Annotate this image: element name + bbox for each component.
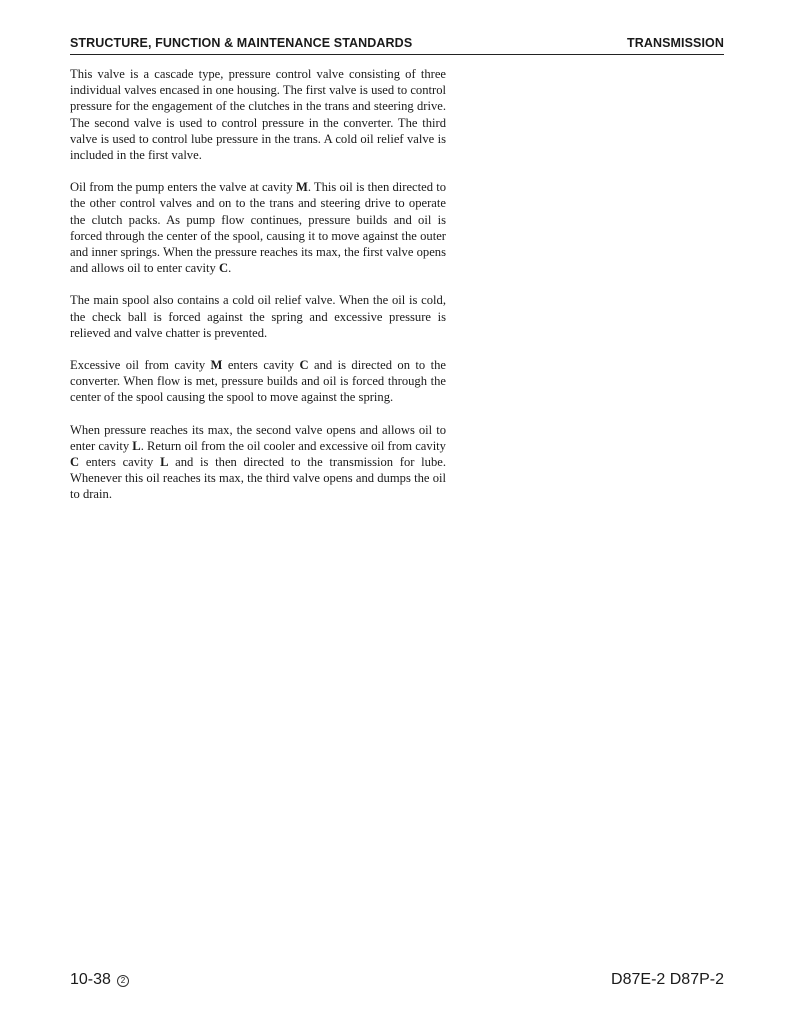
paragraph — [70, 292, 446, 341]
cavity-label: L — [160, 455, 169, 470]
text-run: enters cavity — [79, 455, 161, 470]
paragraph — [70, 66, 446, 163]
text-run: Oil from the pump enters the valve at cavity — [70, 180, 296, 195]
text-run: Excessive oil from cavity — [70, 358, 211, 373]
page-number: 10-38 — [70, 971, 111, 988]
page-header — [70, 34, 724, 55]
text-run: . — [228, 261, 232, 276]
header-chapter-title: TRANSMISSION — [626, 36, 724, 50]
text-run: . This oil is then directed to the other control valves and on to the trans and steering drive to operate the clutch packs. As pump flow continues, pressure builds and oil is forced through the center of the spool, causing it to move against the outer and inner springs. When the pressure reaches its max, the first valve opens and allows oil to enter cavity — [70, 180, 446, 276]
paragraph — [70, 422, 446, 503]
text-run: and is then directed to the transmission for lube. Whenever this oil reaches its max, the third valve opens and dumps the oil to drain. — [70, 455, 446, 502]
cavity-label: M — [295, 180, 308, 195]
text-run: . Return oil from the oil cooler and excessive oil from cavity — [140, 438, 446, 453]
page-number-block — [70, 971, 129, 989]
text-run: This valve is a cascade type, pressure control valve consisting of three individual valves encased in one housing. The first valve is used to control pressure for the engagement of the clutches in the trans and steering drive. The second valve is used to control pressure in the converter. The third valve is used to control lube pressure in the trans. A cold oil relief valve is included in the first valve. — [70, 67, 446, 163]
revision-circle-icon: 2 — [117, 975, 129, 987]
body-text — [70, 66, 446, 519]
cavity-label: C — [219, 261, 229, 276]
model-codes: D87E-2 D87P-2 — [611, 971, 724, 988]
text-run: The main spool also contains a cold oil relief valve. When the oil is cold, the check ball is forced against the spring and excessive pressure is relieved and valve chatter is prevented. — [70, 293, 446, 340]
cavity-label: L — [132, 438, 141, 453]
cavity-label: C — [299, 358, 309, 373]
paragraph — [70, 179, 446, 276]
cavity-label: C — [70, 455, 80, 470]
text-run: enters cavity — [222, 358, 300, 373]
header-section-title: STRUCTURE, FUNCTION & MAINTENANCE STANDARDS — [70, 36, 413, 50]
paragraph — [70, 357, 446, 406]
text-run: When pressure reaches its max, the second valve opens and allows oil to enter cavity — [70, 422, 446, 453]
text-run: and is directed on to the converter. When flow is met, pressure builds and oil is forced through the center of the spool causing the spool to move against the spring. — [70, 358, 446, 405]
cavity-label: M — [210, 358, 223, 373]
